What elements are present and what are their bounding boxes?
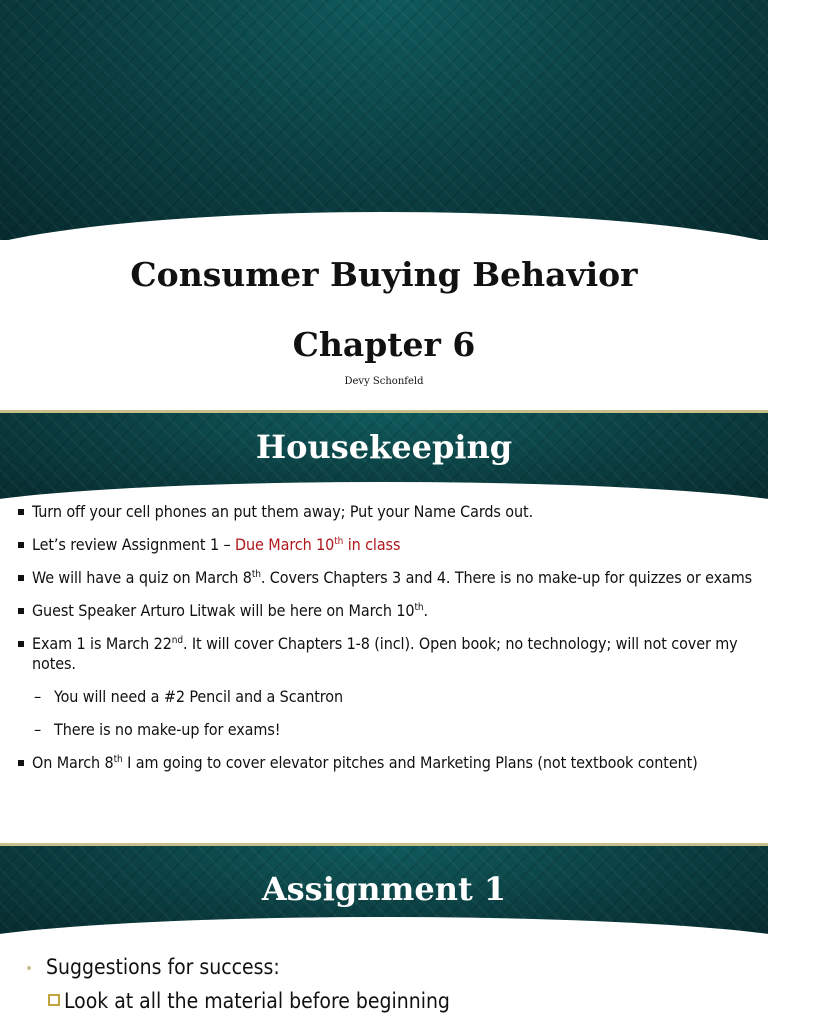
list-item: Suggestions for success: — [30, 955, 280, 979]
slide-title: Housekeeping — [255, 428, 513, 466]
sub-list-item: – There is no make-up for exams! — [34, 720, 281, 739]
list-item: We will have a quiz on March 8th. Covers Chapters 3 and 4. There is no make-up for quizzes or exams — [18, 568, 758, 588]
header-pattern — [0, 0, 768, 240]
bullet-dot-icon — [27, 966, 31, 970]
bullet-square-icon — [18, 542, 24, 548]
bullet-square-icon — [18, 641, 24, 647]
bullet-square-icon — [18, 509, 24, 515]
author-name: Devy Schonfeld — [344, 376, 424, 387]
slide-title: Consumer Buying Behavior — [130, 255, 638, 294]
housekeeping-slide — [0, 410, 768, 843]
bullet-list — [18, 502, 758, 786]
list-item: Exam 1 is March 22nd. It will cover Chapters 1-8 (incl). Open book; no technology; will not cover my notes. — [18, 634, 758, 674]
bullet-square-icon — [18, 760, 24, 766]
chapter-title: Chapter 6 — [292, 325, 476, 364]
assignment-slide — [0, 843, 768, 1024]
title-slide — [0, 0, 768, 410]
list-item: Turn off your cell phones an put them away; Put your Name Cards out. — [18, 502, 758, 522]
list-item: On March 8th I am going to cover elevator pitches and Marketing Plans (not textbook content) — [18, 753, 758, 773]
list-item: Guest Speaker Arturo Litwak will be here on March 10th. — [18, 601, 758, 621]
dash-icon: – — [34, 720, 42, 739]
due-date-text: Due March 10th in class — [235, 535, 401, 554]
slide-title: Assignment 1 — [261, 870, 507, 908]
bullet-square-icon — [18, 575, 24, 581]
sub-list-item: – You will need a #2 Pencil and a Scantron — [34, 687, 344, 706]
bullet-square-icon — [18, 608, 24, 614]
bullet-box-icon — [48, 994, 60, 1006]
dash-icon: – — [34, 687, 42, 706]
sub-list-item: Look at all the material before beginning — [48, 989, 450, 1013]
list-item: Let’s review Assignment 1 – Due March 10th in class — [18, 535, 758, 555]
